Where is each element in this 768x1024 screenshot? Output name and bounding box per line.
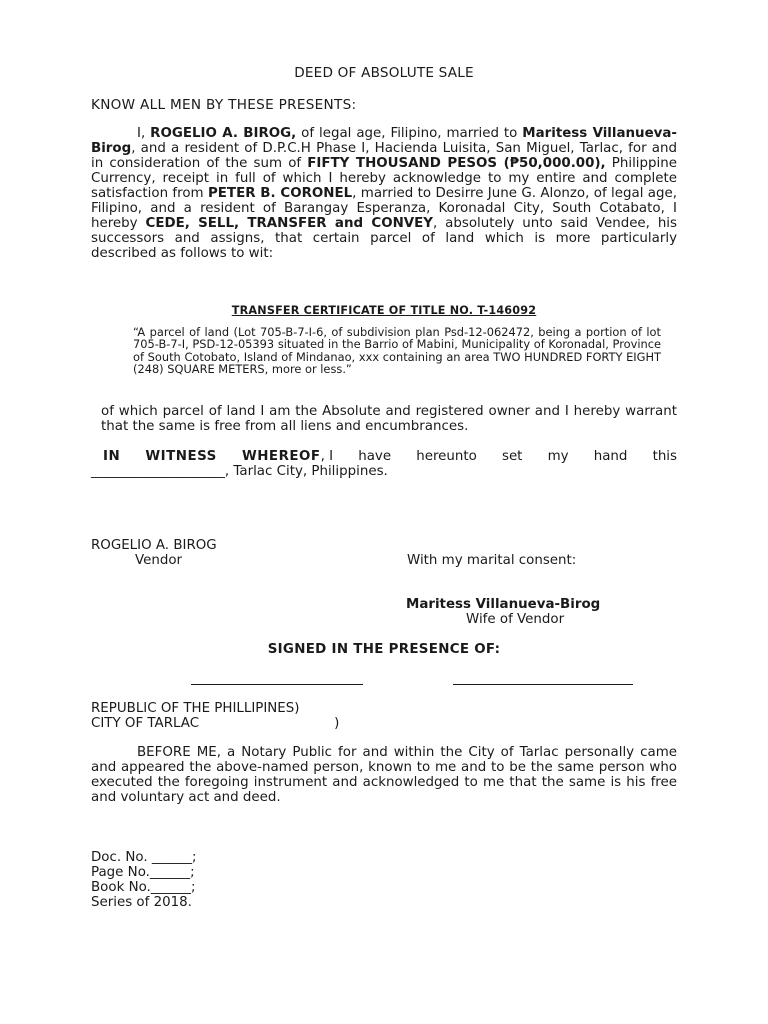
sale-amount: FIFTY THOUSAND PESOS (₱50,000.00),	[307, 156, 606, 171]
witness-signature-line	[453, 684, 633, 685]
vendor-signature-name: ROGELIO A. BIROG	[91, 538, 217, 553]
wife-signature-name: Maritess Villanueva-Birog	[406, 597, 601, 612]
series-year: Series of 2018.	[91, 895, 192, 910]
witness-line-1	[91, 449, 677, 464]
witness-word: my	[547, 449, 569, 464]
city-paren: )	[334, 716, 340, 731]
text: , I	[320, 449, 334, 464]
conveyance-terms: CEDE, SELL, TRANSFER and CONVEY	[145, 216, 433, 231]
venue-block	[91, 701, 339, 731]
vendee-name: PETER B. CORONEL	[207, 186, 353, 201]
wife-signature-block	[406, 597, 600, 627]
text: , absolutely unto said Vendee, his successors and assigns, that certain parcel of land which is more particularly described as follows to wit:	[91, 216, 677, 261]
republic-line: REPUBLIC OF THE PHILLIPINES)	[91, 701, 300, 716]
witness-word: IN	[103, 449, 121, 464]
marital-consent-label: With my marital consent:	[407, 553, 577, 568]
text: , married to Desirre June G. Alonzo, of legal age, Filipino, and a resident of Barangay Esperanza, Koronadal City, South Cotabato, I hereby	[91, 186, 677, 231]
city-line	[91, 716, 339, 731]
wife-signature-role: Wife of Vendor	[466, 612, 565, 627]
wife-name: Maritess Villanueva-Birog	[91, 126, 677, 156]
signed-in-presence-heading: SIGNED IN THE PRESENCE OF:	[267, 642, 501, 657]
intro-line: KNOW ALL MEN BY THESE PRESENTS:	[91, 97, 357, 113]
witness-clause	[91, 449, 677, 479]
witness-word: hereunto	[416, 449, 477, 464]
witness-line-2: ____________________, Tarlac City, Philippines.	[91, 464, 388, 479]
page-number: Page No.______;	[91, 865, 195, 880]
witness-word: hand	[593, 449, 628, 464]
vendor-signature-role: Vendor	[135, 553, 183, 568]
text: I,	[137, 126, 151, 141]
text: Philippine Currency, receipt in full of which I hereby acknowledge to my entire and complete satisfaction from	[91, 156, 677, 201]
notarial-register-block	[91, 850, 197, 910]
book-number: Book No.______;	[91, 880, 196, 895]
witness-word: this	[652, 449, 677, 464]
acknowledgment-paragraph: BEFORE ME, a Notary Public for and within the City of Tarlac personally came and appeared the above-named person, known to me and to be the same person who executed the foregoing instrument and acknowledged to me that the same is his free and voluntary act and deed.	[91, 745, 677, 805]
document-title: DEED OF ABSOLUTE SALE	[294, 65, 474, 81]
vendor-signature-block	[91, 538, 217, 568]
ownership-paragraph: of which parcel of land I am the Absolute and registered owner and I hereby warrant that the same is free from all liens and encumbrances.	[101, 404, 677, 434]
text: , and a resident of D.P.C.H Phase I, Hacienda Luisita, San Miguel, Tarlac, for and in consideration of the sum of	[91, 141, 677, 171]
text: of legal age, Filipino, married to	[296, 126, 523, 141]
sale-paragraph	[91, 126, 677, 261]
spacer	[199, 716, 334, 731]
title-certificate-heading: TRANSFER CERTIFICATE OF TITLE NO. T-146092	[231, 304, 537, 317]
witness-word	[242, 449, 333, 464]
witness-signature-line	[191, 684, 363, 685]
whereof-word: WHEREOF	[241, 449, 321, 464]
witness-word: have	[358, 449, 392, 464]
city-name: CITY OF TARLAC	[91, 716, 200, 731]
vendor-name: ROGELIO A. BIROG,	[150, 126, 297, 141]
doc-number: Doc. No. ______;	[91, 850, 197, 865]
land-description: “A parcel of land (Lot 705-B-7-I-6, of subdivision plan Psd-12-062472, being a portion of lot 705-B-7-I, PSD-12-05393 situated in the Barrio of Mabini, Municipality of Koronadal, Province of South Cotobato, Island of Mindanao, xxx containing an area TWO HUNDRED FORTY EIGHT (248) SQUARE METERS, more or less.”	[133, 325, 661, 377]
witness-word: WITNESS	[145, 449, 217, 464]
witness-word: set	[501, 449, 523, 464]
